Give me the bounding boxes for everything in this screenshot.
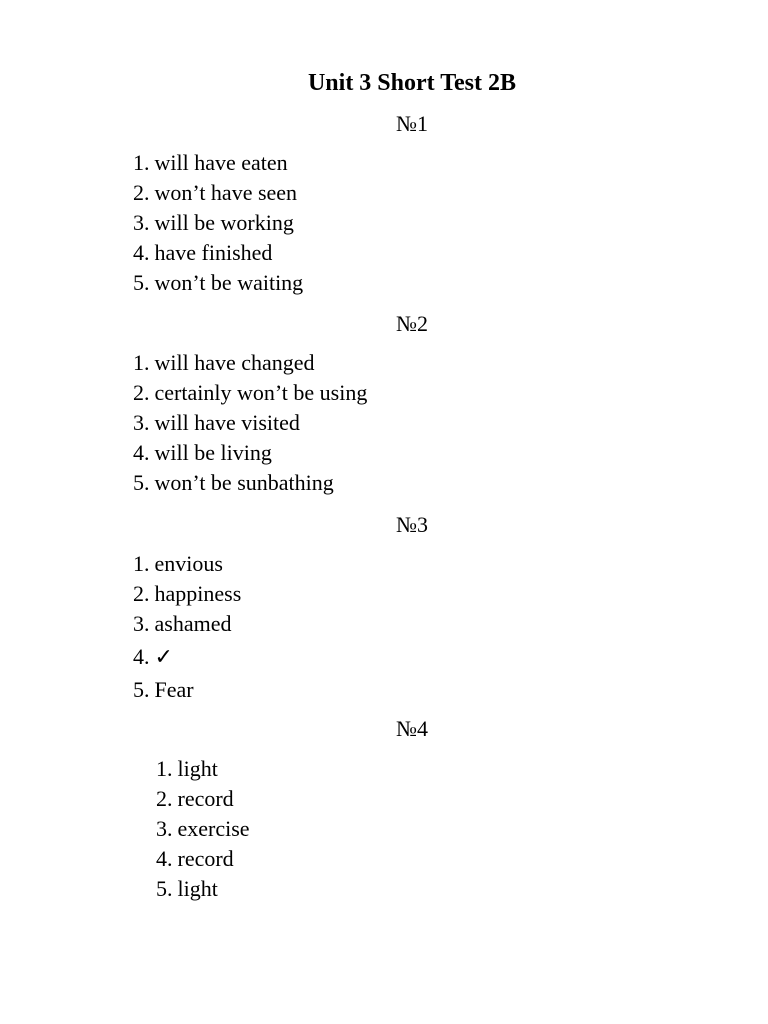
item-number: 1.	[133, 150, 150, 175]
item-answer: have finished	[154, 240, 273, 265]
item-answer: happiness	[154, 581, 242, 606]
item-number: 3.	[133, 611, 150, 636]
item-number: 2.	[156, 786, 173, 811]
item-number: 1.	[133, 551, 150, 576]
item-answer: envious	[154, 551, 223, 576]
list-item	[133, 639, 241, 675]
list-item	[156, 754, 250, 784]
answer-list-3	[133, 549, 241, 705]
item-answer: won’t have seen	[154, 180, 298, 205]
item-answer: record	[177, 786, 234, 811]
item-answer: will be living	[154, 440, 272, 465]
list-item	[133, 408, 367, 438]
list-item	[133, 178, 303, 208]
list-item	[133, 268, 303, 298]
item-answer: certainly won’t be using	[154, 380, 368, 405]
list-item	[133, 609, 241, 639]
item-number: 1.	[133, 350, 150, 375]
list-item	[156, 814, 250, 844]
item-number: 2.	[133, 380, 150, 405]
item-answer: won’t be waiting	[154, 270, 304, 295]
list-item	[133, 675, 241, 705]
item-answer: will have changed	[154, 350, 315, 375]
item-number: 5.	[133, 677, 150, 702]
item-number: 3.	[133, 210, 150, 235]
list-item	[133, 549, 241, 579]
page-title: Unit 3 Short Test 2B	[307, 70, 517, 96]
section-heading-4: №4	[396, 716, 428, 741]
item-number: 5.	[133, 270, 150, 295]
list-item	[133, 438, 367, 468]
list-item	[133, 579, 241, 609]
section-heading-1: №1	[396, 111, 428, 136]
answer-list-2	[133, 348, 367, 498]
item-number: 5.	[156, 876, 173, 901]
checkmark-icon: ✓	[154, 644, 173, 669]
item-answer: light	[177, 756, 218, 781]
list-item	[133, 238, 303, 268]
item-answer: Fear	[154, 677, 194, 702]
item-answer: will have eaten	[154, 150, 288, 175]
item-answer: record	[177, 846, 234, 871]
list-item	[156, 844, 250, 874]
item-number: 5.	[133, 470, 150, 495]
list-item	[156, 874, 250, 904]
item-number: 4.	[133, 644, 150, 669]
item-answer: will be working	[154, 210, 294, 235]
answer-list-1	[133, 148, 303, 298]
item-number: 3.	[156, 816, 173, 841]
item-answer: will have visited	[154, 410, 300, 435]
list-item	[133, 378, 367, 408]
list-item	[156, 784, 250, 814]
section-heading-3: №3	[396, 512, 428, 537]
list-item	[133, 348, 367, 378]
section-heading-2: №2	[396, 311, 428, 336]
item-number: 3.	[133, 410, 150, 435]
list-item	[133, 468, 367, 498]
item-answer: won’t be sunbathing	[154, 470, 334, 495]
item-number: 4.	[133, 240, 150, 265]
item-number: 4.	[133, 440, 150, 465]
item-answer: light	[177, 876, 218, 901]
item-number: 1.	[156, 756, 173, 781]
item-number: 2.	[133, 581, 150, 606]
answer-list-4	[156, 754, 250, 904]
list-item	[133, 148, 303, 178]
item-number: 4.	[156, 846, 173, 871]
item-answer: exercise	[177, 816, 250, 841]
item-answer: ashamed	[154, 611, 232, 636]
item-number: 2.	[133, 180, 150, 205]
list-item	[133, 208, 303, 238]
